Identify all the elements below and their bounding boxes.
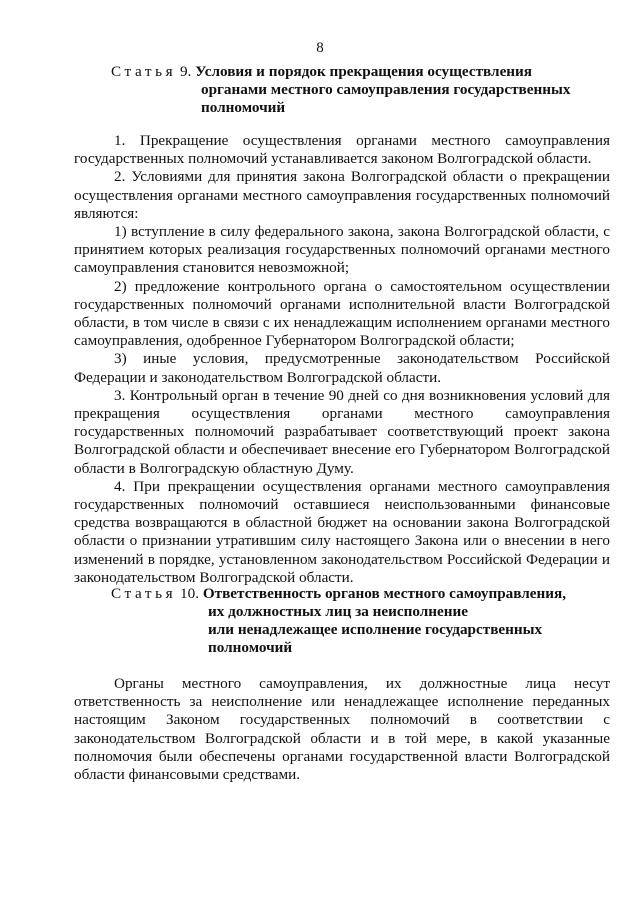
article-10-title-line-2: их должностных лиц за неисполнение	[208, 603, 468, 620]
article-9-paragraph-2: 2. Условиями для принятия закона Волгоградской области о прекращении осуществления органами местного самоуправления государственных полномочий являются:	[74, 168, 610, 222]
article-9-paragraph-2-item-1: 1) вступление в силу федерального закона, закона Волгоградской области, с принятием которых реализация государственных полномочий органами местного самоуправления становится невозможной;	[74, 223, 610, 277]
article-10-label: Статья	[111, 585, 177, 602]
article-9-label: Статья	[111, 63, 177, 80]
article-10-title-line-3: или ненадлежащее исполнение государственных	[208, 621, 543, 638]
article-9-body	[74, 132, 610, 587]
article-10-title-line-1: Ответственность органов местного самоуправления,	[202, 585, 567, 602]
article-9-paragraph-2-item-2: 2) предложение контрольного органа о самостоятельном осуществлении государственных полномочий органами исполнительной власти Волгоградской области, в том числе в связи с их ненадлежащим исполнением органами местного самоуправления, одобренное Губернатором Волгоградской области;	[74, 277, 610, 350]
article-9-paragraph-1: 1. Прекращение осуществления органами местного самоуправления государственных полномочий устанавливается законом Волгоградской области.	[74, 132, 610, 168]
article-9-number: 9.	[180, 63, 192, 80]
page-number: 8	[316, 40, 324, 56]
article-9-paragraph-4: 4. При прекращении осуществления органами местного самоуправления государственных полномочий оставшиеся неиспользованными финансовые средства возвращаются в областной бюджет на основании закона Волгоградской области о признании утратившим силу настоящего Закона или о внесении в него изменений в порядке, установленном законодательством Российской Федерации и законодательством Волгоградской области.	[74, 477, 610, 586]
article-9-heading	[111, 63, 601, 117]
article-10-title-line-4: полномочий	[208, 639, 293, 656]
article-9-paragraph-3: 3. Контрольный орган в течение 90 дней со дня возникновения условий для прекращения осуществления органами местного самоуправления государственных полномочий разрабатывает соответствующий проект закона Волгоградской области и обеспечивает внесение его Губернатором Волгоградской области в Волгоградскую областную Думу.	[74, 386, 610, 477]
article-10-paragraph-1: Органы местного самоуправления, их должностные лица несут ответственность за неисполнение или ненадлежащее исполнение переданных настоящим Законом государственных полномочий в соответствии с законодательством Волгоградской области и в той мере, в какой указанные полномочия были обеспечены органами государственной власти Волгоградской области финансовыми средствами.	[74, 675, 610, 784]
article-9-paragraph-2-item-3: 3) иные условия, предусмотренные законодательством Российской Федерации и законодательством Волгоградской области.	[74, 350, 610, 386]
article-9-title-line-1: Условия и порядок прекращения осуществления	[195, 63, 533, 80]
article-10-heading	[111, 585, 601, 657]
article-9-title-line-2: органами местного самоуправления государственных	[201, 81, 571, 98]
article-10-body	[74, 675, 610, 784]
article-9-title-line-3: полномочий	[201, 99, 286, 116]
article-10-number: 10.	[180, 585, 200, 602]
